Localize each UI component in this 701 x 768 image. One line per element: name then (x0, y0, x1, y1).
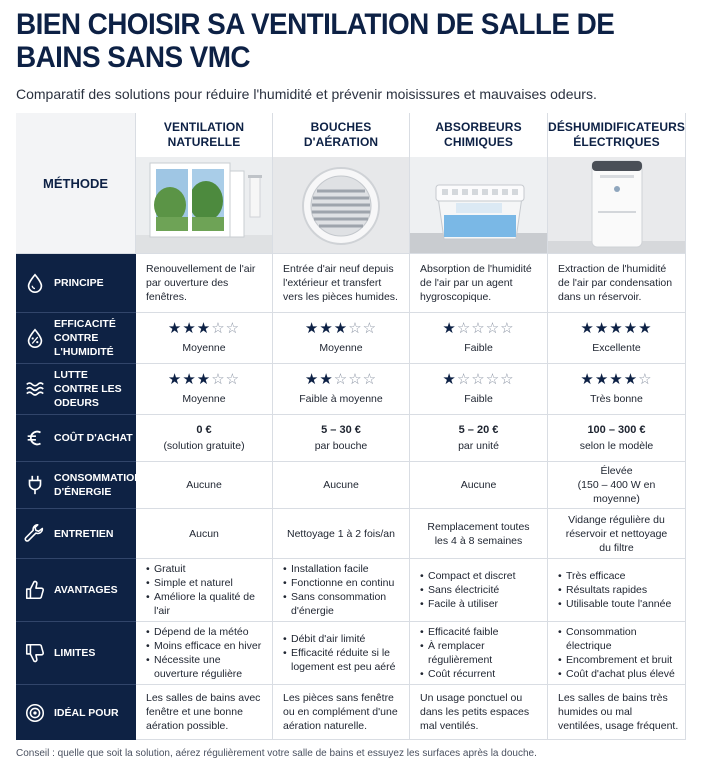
principe-ventilation-naturelle: Renouvellement de l'air par ouverture des fenêtres. (136, 254, 273, 313)
principe-deshumidificateurs: Extraction de l'humidité de l'air par condensation dans un réservoir. (548, 254, 686, 313)
stars-filled: ★★★ (167, 371, 212, 388)
list-item: • Coût récurrent (420, 667, 541, 681)
page-title: BIEN CHOISIR SA VENTILATION DE SALLE DE BAINS SANS VMC (16, 8, 615, 74)
row-label-ideal (16, 685, 136, 740)
consumption-text: Aucune (323, 479, 359, 491)
limites-deshumidificateurs (548, 622, 686, 685)
bullet-list (146, 562, 266, 618)
row-label-text: AVANTAGES (54, 584, 118, 596)
vent-image (273, 157, 409, 253)
list-item: • Encombrement et bruit (558, 653, 679, 667)
cout-bouches-aeration (273, 415, 410, 462)
bullet-list (558, 569, 671, 611)
list-item: • Dépend de la météo (146, 625, 266, 639)
cout-ventilation-naturelle (136, 415, 273, 462)
list-item: • Débit d'air limité (283, 632, 403, 646)
odeurs-bouches-aeration (273, 364, 410, 415)
price-note: par bouche (314, 440, 368, 452)
thumbs-up-icon (24, 579, 46, 601)
star-rating (168, 372, 240, 388)
row-label-odeurs (16, 364, 136, 415)
star-rating (442, 372, 514, 388)
euro-icon (24, 427, 46, 449)
stars-filled: ★ (442, 371, 457, 388)
efficacite-ventilation-naturelle (136, 313, 273, 364)
odeurs-deshumidificateurs (548, 364, 686, 415)
stars-filled: ★ (442, 320, 457, 337)
avantages-absorbeurs (410, 559, 548, 622)
stars-empty: ☆☆ (348, 320, 378, 337)
rating-text: Moyenne (182, 393, 226, 405)
price-value: 0 € (196, 424, 212, 436)
entretien-ventilation-naturelle: Aucun (136, 509, 273, 559)
cout-absorbeurs (410, 415, 548, 462)
column-label: BOUCHES D'AÉRATION (303, 120, 379, 149)
method-header: MÉTHODE (16, 113, 136, 254)
odeurs-absorbeurs (410, 364, 548, 415)
price-note: selon le modèle (579, 440, 654, 452)
consommation-deshumidificateurs (548, 462, 686, 509)
target-icon (24, 702, 46, 724)
efficacite-absorbeurs (410, 313, 548, 364)
row-label-efficacite (16, 313, 136, 364)
rating-text: Faible (464, 342, 493, 354)
consumption-text: Aucune (186, 479, 222, 491)
water-drop-icon (24, 272, 46, 294)
limites-absorbeurs (410, 622, 548, 685)
principe-absorbeurs: Absorption de l'humidité de l'air par un agent hygroscopique. (410, 254, 548, 313)
list-item: • Très efficace (558, 569, 671, 583)
price-value: 5 – 30 € (321, 424, 361, 436)
avantages-ventilation-naturelle (136, 559, 273, 622)
rating-text: Très bonne (590, 393, 643, 405)
row-label-cout (16, 415, 136, 462)
stars-empty: ☆ (638, 371, 653, 388)
ideal-deshumidificateurs: Les salles de bains très humides ou mal ventilées, usage fréquent. (548, 685, 686, 740)
row-label-text: LUTTE CONTRE LES ODEURS (54, 369, 122, 409)
stars-filled: ★★★ (167, 320, 212, 337)
stars-empty: ☆☆ (211, 371, 241, 388)
limites-bouches-aeration (273, 622, 410, 685)
bullet-list (558, 625, 679, 681)
column-label: DÉSHUMIDIFICATEURS ÉLECTRIQUES (548, 120, 685, 149)
entretien-absorbeurs: Remplacement toutes les 4 à 8 semaines (410, 509, 548, 559)
list-item: • Utilisable toute l'année (558, 597, 671, 611)
price-value: 100 – 300 € (587, 424, 646, 436)
plug-icon (24, 474, 46, 496)
row-label-limites (16, 622, 136, 685)
window-image (136, 157, 272, 253)
wrench-icon (24, 523, 46, 545)
consumption-note: (150 – 400 W en moyenne) (577, 479, 656, 505)
row-label-text: ENTRETIEN (54, 527, 114, 540)
avantages-deshumidificateurs (548, 559, 686, 622)
star-rating (580, 321, 652, 337)
stars-filled: ★★ (304, 371, 334, 388)
ideal-ventilation-naturelle: Les salles de bains avec fenêtre et une bonne aération possible. (136, 685, 273, 740)
dehumidifier-image (548, 157, 685, 253)
list-item: • Efficacité faible (420, 625, 541, 639)
row-label-text: COÛT D'ACHAT (54, 432, 133, 444)
list-item: • Sans électricité (420, 583, 516, 597)
bullet-list (420, 569, 516, 611)
consommation-bouches-aeration (273, 462, 410, 509)
column-header-absorbeurs (410, 113, 548, 254)
list-item: • Efficacité réduite si le logement est peu aéré (283, 646, 403, 674)
row-label-consommation (16, 462, 142, 509)
ideal-bouches-aeration: Les pièces sans fenêtre ou en complément d'une aération naturelle. (273, 685, 410, 740)
row-label-text: CONSOMMATION D'ÉNERGIE (54, 472, 142, 498)
stars-empty: ☆☆☆☆ (456, 371, 515, 388)
list-item: • Résultats rapides (558, 583, 671, 597)
column-label: ABSORBEURS CHIMIQUES (435, 120, 522, 149)
rating-text: Moyenne (319, 342, 363, 354)
efficacite-deshumidificateurs (548, 313, 686, 364)
consommation-ventilation-naturelle (136, 462, 273, 509)
consumption-text: Élevée (600, 465, 633, 477)
list-item: • Installation facile (283, 562, 403, 576)
stars-empty: ☆☆☆☆ (456, 320, 515, 337)
footer-tip: Conseil : quelle que soit la solution, aérez régulièrement votre salle de bains et essuyez les surfaces après la douche. (16, 748, 537, 759)
stars-filled: ★★★★★ (580, 320, 653, 337)
list-item: • Sans consommation d'énergie (283, 590, 403, 618)
entretien-deshumidificateurs: Vidange régulière du réservoir et nettoyage du filtre (548, 509, 686, 559)
comparison-table (16, 113, 686, 740)
list-item: • Fonctionne en continu (283, 576, 403, 590)
consumption-text: Aucune (460, 479, 497, 491)
list-item: • Consommation électrique (558, 625, 679, 653)
list-item: • Simple et naturel (146, 576, 266, 590)
list-item: • Facile à utiliser (420, 597, 516, 611)
column-header-bouches-aeration (273, 113, 410, 254)
list-item: • Améliore la qualité de l'air (146, 590, 266, 618)
efficacite-bouches-aeration (273, 313, 410, 364)
price-note: (solution gratuite) (163, 440, 245, 452)
bullet-list (420, 625, 541, 681)
price-value: 5 – 20 € (458, 424, 499, 436)
entretien-bouches-aeration: Nettoyage 1 à 2 fois/an (273, 509, 410, 559)
star-rating (305, 321, 377, 337)
row-label-text: PRINCIPE (54, 277, 104, 289)
rating-text: Faible à moyenne (299, 393, 383, 405)
list-item: • Gratuit (146, 562, 266, 576)
humidity-percent-icon (24, 327, 46, 349)
absorber-image (410, 157, 547, 253)
column-header-deshumidificateurs (548, 113, 686, 254)
column-label: VENTILATION NATURELLE (163, 120, 245, 149)
list-item: • À remplacer régulièrement (420, 639, 541, 667)
price-note: par unité (458, 440, 499, 452)
star-rating (168, 321, 240, 337)
bullet-list (146, 625, 266, 681)
star-rating (580, 372, 652, 388)
star-rating (305, 372, 377, 388)
odeurs-ventilation-naturelle (136, 364, 273, 415)
row-label-avantages (16, 559, 136, 622)
rating-text: Faible (464, 393, 493, 405)
principe-bouches-aeration: Entrée d'air neuf depuis l'extérieur et transfert vers les pièces humides. (273, 254, 410, 313)
page-subtitle: Comparatif des solutions pour réduire l'humidité et prévenir moisissures et mauvaises odeurs. (16, 86, 597, 102)
list-item: • Coût d'achat plus élevé (558, 667, 679, 681)
stars-empty: ☆☆☆ (333, 371, 378, 388)
list-item: • Moins efficace en hiver (146, 639, 266, 653)
rating-text: Excellente (592, 342, 641, 354)
star-rating (442, 321, 514, 337)
list-item: • Compact et discret (420, 569, 516, 583)
row-label-text: IDÉAL POUR (54, 706, 119, 719)
bullet-list (283, 632, 403, 674)
stars-filled: ★★★ (304, 320, 349, 337)
stars-filled: ★★★★ (580, 371, 639, 388)
avantages-bouches-aeration (273, 559, 410, 622)
row-label-principe (16, 254, 136, 313)
column-header-ventilation-naturelle (136, 113, 273, 254)
row-label-text: LIMITES (54, 647, 96, 659)
row-label-text: EFFICACITÉ CONTRE L'HUMIDITÉ (54, 318, 116, 358)
cout-deshumidificateurs (548, 415, 686, 462)
list-item: • Nécessite une ouverture régulière (146, 653, 266, 681)
thumbs-down-icon (24, 642, 46, 664)
rating-text: Moyenne (182, 342, 226, 354)
bullet-list (283, 562, 403, 618)
air-waves-icon (24, 378, 46, 400)
ideal-absorbeurs: Un usage ponctuel ou dans les petits espaces mal ventilés. (410, 685, 548, 740)
row-label-entretien (16, 509, 136, 559)
stars-empty: ☆☆ (211, 320, 241, 337)
limites-ventilation-naturelle (136, 622, 273, 685)
consommation-absorbeurs (410, 462, 548, 509)
